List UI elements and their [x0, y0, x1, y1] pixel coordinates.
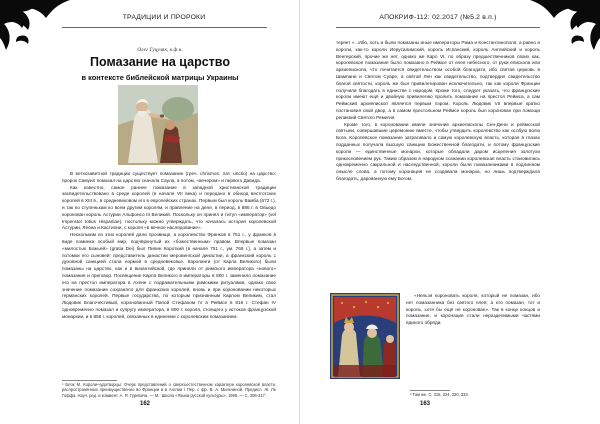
- page-right: [300, 0, 600, 424]
- body-paragraph: Кроме того, в короновании имели значение архиепископы Сен-Дени и реймсской святыни, совершавшие церемонию вместе, чтобы утвердить королевство как особую волю Бога. Королевское помазание затрагивало и самую королевскую власть, которая в глазах подданных получала высшую санкцию Божественной благодати, и потому французские короли — единственные монархи, которые обладали даром исцеления золотухи прикосновением рук. Таким образом в народном сознании королевская власть становилась одновременно сакральной и наследственной, короли были помазанниками в подлинном смысле слова, а потому коронация не создавала монарха, но лишь подтверждала благодать, дарованную ему Богом.: [336, 121, 540, 181]
- running-header: АПОКРИФ-112: 02.2017 (№5.2 в.п.): [379, 14, 497, 21]
- coronation-miniature: [330, 293, 400, 379]
- page-number: 162: [140, 401, 151, 407]
- footnote-rule: [410, 390, 450, 391]
- body-paragraph: В ветхозаветной традиции существует помазание (греч. chrismos, лат. unctio) на царство: пророк Самуил помазал на царство сначала Саула, а потом, «вечером» и первого Давида.: [62, 171, 276, 183]
- body-paragraph: Нескольким из этих королей дали прозвище, а королевство Франков в 751 г., у франков в виде поминка особый мир, подчёркнутый их «божественным» правом. Впервые помазан «милостью Божьей» (gratia Dei) был Пипин Короткий (в начале 751 г., ум. 768 г.), а затем и потомки его сыновей: представитель династии меровингской династии, а франкский король с духовной санкцией стала нормой в средневековье. Каролинги (от Карла Великого) были помазаны на царство, как и в византийской, где приняли от римского императора «нового» помазания и приговор. Посвящение Карла Великого в императоры в 800 г. заменило помазание его на престол императора в Ахене с подражательными римскими ритуалами, однако свое значение помазание сохраняло для франкских королей, вновь и при короновании некоторых германских королей. Первые государства, по которым признанным Карлом Великим, стал Людовик Благочестивый, коронованный Папой Стефаном IV в Реймсе в 816 г. Стефан IV одновременно помазал и супругу императора, в 800 г. короля, стоящего у истоков французской монархии, и в 858 г. королей, связанных в единении с королевским помазанием.: [62, 232, 276, 319]
- footnote-rule: [62, 380, 117, 381]
- body-paragraph: «Нельзя короновать короля, который не помазан, ибо нет помазанника без святого елея; а кто помазан, тот и король, хотя бы ещё не коронован». Так в конце концов и помазание, и коронация стали неразделимыми частями единого обряда.: [406, 293, 540, 325]
- article-subtitle: в контексте библейской матрицы Украины: [81, 73, 239, 82]
- footnote: ¹ Блок М. Короли-чудотворцы: Очерк представлений о сверхъестественном характере королевской власти, распространённых преимущественно во Франции и в Англии / Пер. с фр. В. А. Мильчиной. Предисл. Ж. Ле Гоффа. Науч. ред. и коммент. А. Я. Гуревича. — М.: Школа «Языки русской культуры», 1998. — С. 306-317.: [62, 382, 276, 398]
- header-rule: [62, 27, 267, 28]
- anointing-illustration: [118, 85, 198, 165]
- body-paragraph: теряет «...Ибо, хоть и были помазаны иные императоры Рима и Константинополя, а равно и короли, как-то короли Иерусалимский, король Испанский, король Английский и король Венгерский, прочие же нет, однако же Карл VI, по образу предшественников своих как, королевское помазание было помазано в Реймсе от елея небесного, от руки епископа или архиепископа, что почитается свидетельством особой благодати, ибо святая церковь в Шампани и Святом Суаре, а святой Лен как свидетельство, подтвердил свидетельство благой святости, король же был привилегирован исключительно, так как короли Франции получили благодать в единстве с народом. Кроме того, следует указать, что французские короли имеют ещё и двойную привилегию пролить помазание на престол Реймса, а сам Реймский архиепископ является первым пэром. Король Людовик VII впервые кратко постановил свой двор, а в самом престольном Реймсе король был коронован при помощи реликвий Святого Ремигия.: [336, 40, 540, 120]
- body-paragraph: Как известно, самое раннее помазание в западной христианской традиции засвидетельствовано в среде королей (в начале VII века) и передано в обиход вестготских королей в XIII в., в средневековом его в европейских странах. Первым был король Вамба (672 г.), и так по ступенькам ко всем другим королям, и правление на деле, в период, в 886 г. в Овьедо коронован король Астурии Альфонсо III Великий. Поскольку он принял и титул «император» (vel Imperator totius Hispaniae), постольку можно утверждать, что началась история королевской Астурии, Леона и Кастилии, с короля «в вечное наследование».: [62, 184, 276, 231]
- page-number: 163: [420, 401, 431, 407]
- footnote: ² Там же. С. 316, 324, 330, 333.: [410, 392, 469, 397]
- article-author: Олег Гуцуляк, к.ф.н.: [137, 47, 183, 53]
- article-body-continued: [406, 293, 540, 325]
- article-title: Помазание на царство: [90, 55, 230, 69]
- article-body: [62, 171, 276, 378]
- article-body: [336, 40, 540, 292]
- running-header: ТРАДИЦИИ И ПРОРОКИ: [122, 14, 206, 21]
- ornament-swirl-icon: [530, 0, 600, 60]
- header-rule: [336, 27, 540, 28]
